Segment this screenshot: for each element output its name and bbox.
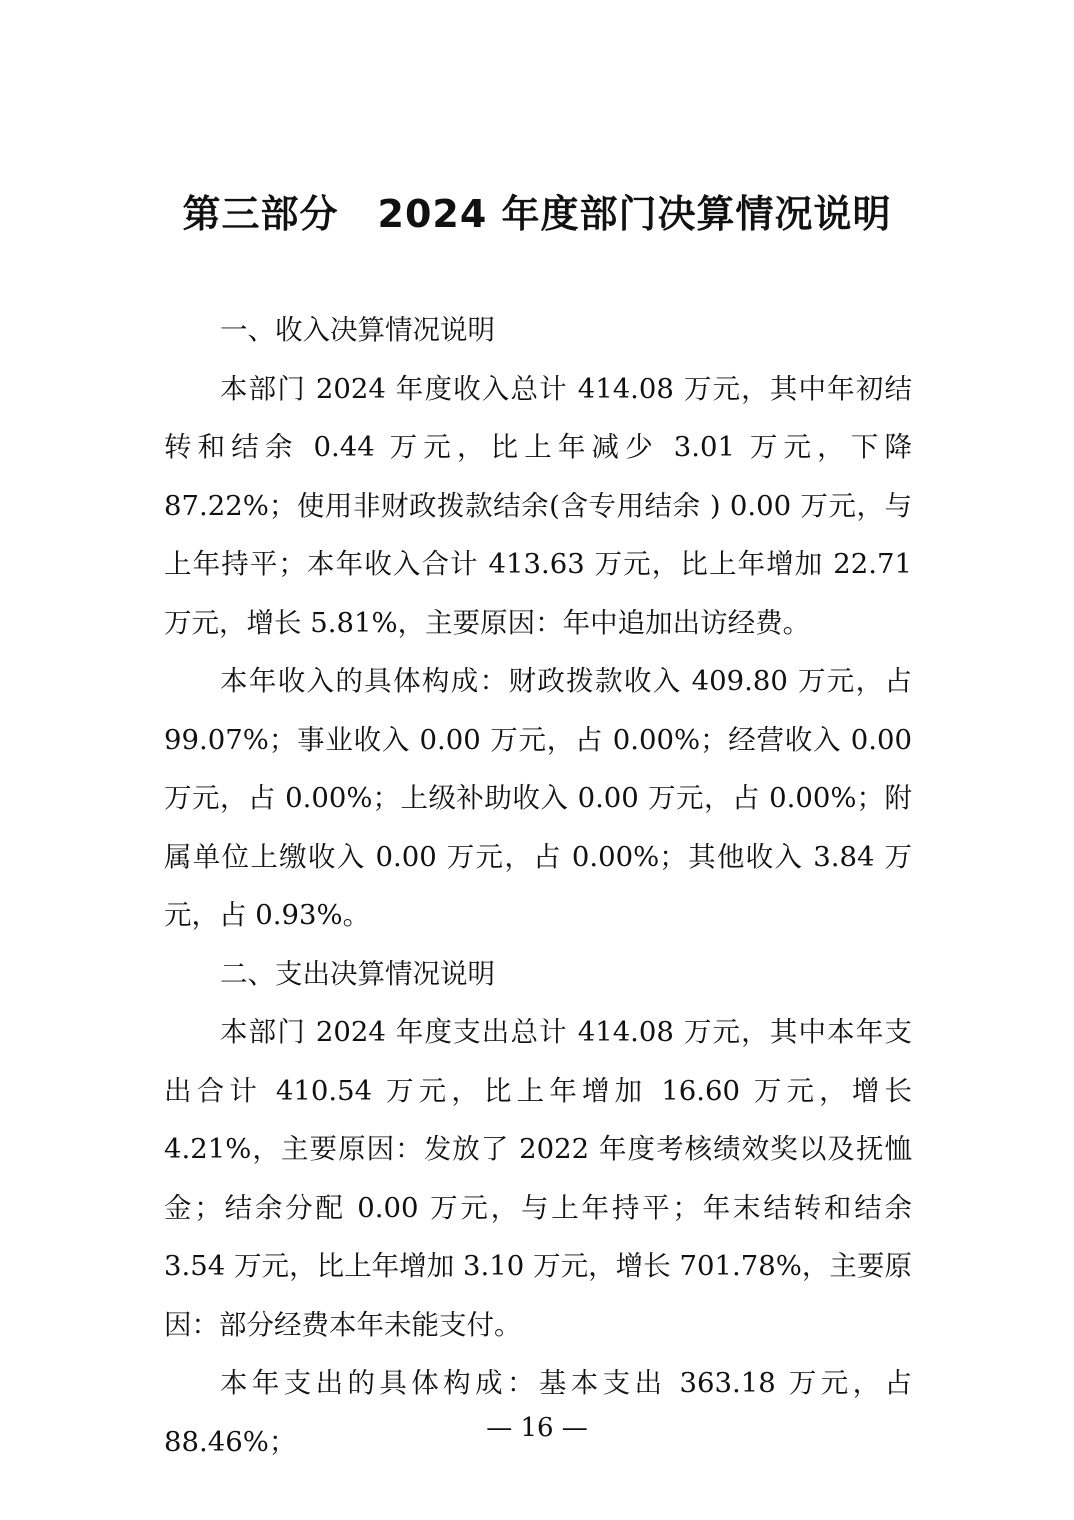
section-heading-expenditure: 二、支出决算情况说明 (220, 957, 495, 990)
page-title: 第三部分 2024 年度部门决算情况说明 (182, 192, 892, 236)
document-body (164, 301, 912, 1471)
paragraph-income-total: 本部门 2024 年度收入总计 414.08 万元，其中年初结转和结余 0.44 万元，比上年减少 3.01 万元，下降 87.22%；使用非财政拨款结余(含专用结余 ) 0.00 万元，与上年持平；本年收入合计 413.63 万元，比上年增加 22.71 万元，增长 5.81%，主要原因：年中追加出访经费。 (164, 372, 912, 639)
paragraph-expenditure-composition: 本年支出的具体构成：基本支出 363.18 万元，占 88.46%； (164, 1367, 912, 1458)
paragraph-expenditure-total: 本部门 2024 年度支出总计 414.08 万元，其中本年支出合计 410.54 万元，比上年增加 16.60 万元，增长 4.21%，主要原因：发放了 2022 年度考核绩效奖以及抚恤金；结余分配 0.00 万元，与上年持平；年末结转和结余 3.54 万元，比上年增加 3.10 万元，增长 701.78%，主要原因：部分经费本年未能支付。 (164, 1016, 912, 1341)
paragraph-income-composition: 本年收入的具体构成：财政拨款收入 409.80 万元，占 99.07%；事业收入 0.00 万元，占 0.00%；经营收入 0.00 万元，占 0.00%；上级补助收入 0.00 万元，占 0.00%；附属单位上缴收入 0.00 万元，占 0.00%；其他收入 3.84 万元，占 0.93%。 (164, 665, 912, 931)
page-number: — 16 — (486, 1413, 588, 1443)
section-heading-income: 一、收入决算情况说明 (220, 314, 495, 346)
